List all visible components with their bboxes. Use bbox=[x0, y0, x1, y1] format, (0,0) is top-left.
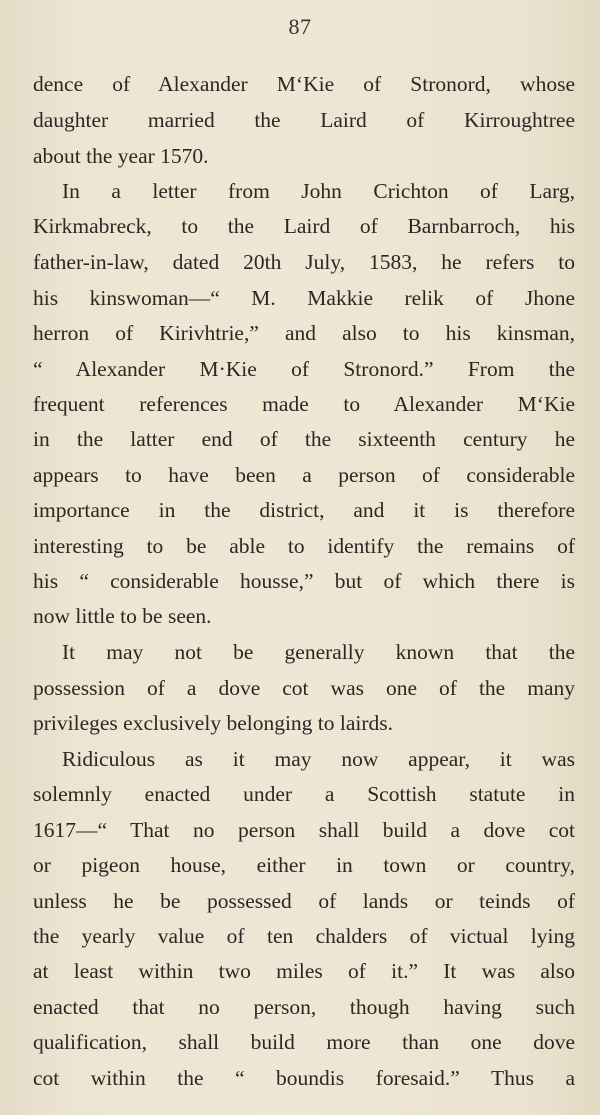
text-line: unless he be possessed of lands or teinds of bbox=[33, 889, 575, 913]
text-line: “ Alexander M·Kie of Stronord.” From the bbox=[33, 357, 575, 381]
page-number: 87 bbox=[288, 14, 312, 39]
text-line: at least within two miles of it.” It was also bbox=[33, 959, 575, 983]
text-line: It may not be generally known that the bbox=[62, 640, 575, 664]
text-line: father-in-law, dated 20th July, 1583, he refers to bbox=[33, 250, 575, 274]
text-line: cot within the “ boundis foresaid.” Thus a bbox=[33, 1066, 575, 1090]
text-line: possession of a dove cot was one of the many bbox=[33, 676, 575, 700]
text-line: the yearly value of ten chalders of victual lying bbox=[33, 924, 575, 948]
text-line: Kirkmabreck, to the Laird of Barnbarroch, his bbox=[33, 214, 575, 238]
text-line: 1617—“ That no person shall build a dove cot bbox=[33, 818, 575, 842]
text-line: frequent references made to Alexander M‘Kie bbox=[33, 392, 575, 416]
text-line: privileges exclusively belonging to lairds. bbox=[33, 711, 394, 735]
text-line: now little to be seen. bbox=[33, 604, 212, 628]
text-line: herron of Kirivhtrie,” and also to his kinsman, bbox=[33, 321, 575, 345]
text-line: appears to have been a person of considerable bbox=[33, 463, 575, 487]
text-line: daughter married the Laird of Kirroughtree bbox=[33, 108, 575, 132]
text-line: Ridiculous as it may now appear, it was bbox=[62, 747, 575, 771]
text-line: solemnly enacted under a Scottish statute in bbox=[33, 782, 575, 806]
text-line: about the year 1570. bbox=[33, 144, 209, 168]
text-line: interesting to be able to identify the remains of bbox=[33, 534, 575, 558]
text-line: enacted that no person, though having such bbox=[33, 995, 575, 1019]
text-line: his kinswoman—“ M. Makkie relik of Jhone bbox=[33, 286, 575, 310]
text-line: his “ considerable housse,” but of which there is bbox=[33, 569, 575, 593]
text-line: dence of Alexander M‘Kie of Stronord, whose bbox=[33, 72, 575, 96]
text-line: In a letter from John Crichton of Larg, bbox=[62, 179, 575, 203]
text-line: importance in the district, and it is therefore bbox=[33, 498, 575, 522]
text-line: in the latter end of the sixteenth century he bbox=[33, 427, 575, 451]
text-line: or pigeon house, either in town or country, bbox=[33, 853, 575, 877]
text-line: qualification, shall build more than one dove bbox=[33, 1030, 575, 1054]
